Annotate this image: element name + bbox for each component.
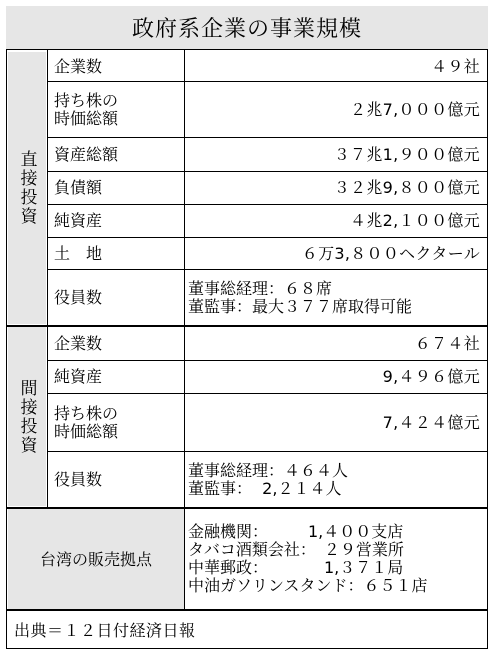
indirect-investment-group (8, 327, 46, 506)
row-label: 負債額 (54, 178, 103, 197)
row-value (188, 270, 480, 325)
row-value-line: 董事総経理：６８席 (188, 278, 333, 298)
row-label: 企業数 (54, 333, 103, 353)
row-value: ６７４社 (414, 333, 480, 353)
row-label: 純資産 (54, 367, 103, 386)
row-label: 企業数 (54, 56, 103, 76)
taiwan-sales-label-cell (8, 508, 184, 609)
source-note: 出典＝１２日付経済日報 (14, 620, 196, 640)
taiwan-sales-line: 中油ガソリンスタンド：６５１店 (188, 576, 428, 595)
indirect-investment-label: 間接投資 (16, 378, 37, 455)
row-value: ４９社 (431, 56, 480, 76)
row-label-line: 時価総額 (54, 421, 119, 441)
row-label (52, 394, 184, 451)
direct-investment-group (8, 52, 46, 324)
divider (184, 50, 185, 609)
row-value (188, 452, 480, 507)
row-value-line: 董監事：最大３７７席取得可能 (188, 296, 413, 316)
divider (6, 609, 488, 611)
taiwan-sales-label: 台湾の販売拠点 (39, 550, 152, 569)
row-label-line: 時価総額 (54, 108, 119, 128)
row-label (52, 82, 184, 137)
row-label-line: 持ち株の (54, 90, 119, 110)
row-value: ３２兆9,８００億元 (333, 178, 480, 197)
row-value: ３７兆1,９００億元 (333, 144, 480, 164)
taiwan-sales-list (188, 509, 480, 609)
row-label: 役員数 (54, 469, 103, 489)
row-label: 役員数 (54, 287, 103, 307)
taiwan-sales-line: 中華郵政： 1,３７１局 (188, 558, 404, 577)
row-label-line: 持ち株の (54, 403, 119, 423)
divider (47, 50, 48, 325)
row-value-line: 董監事： 2,２１４人 (188, 478, 342, 498)
row-value: ６万3,８００ヘクタール (301, 243, 480, 263)
row-value: ２兆7,０００億元 (350, 99, 480, 119)
row-value: 9,４９６億元 (382, 367, 480, 386)
row-value: 7,４２４億元 (382, 412, 480, 432)
direct-investment-label: 直接投資 (16, 150, 37, 226)
taiwan-sales-line: 金融機関： 1,４００支店 (188, 522, 404, 541)
table-title: 政府系企業の事業規模 (6, 6, 488, 50)
row-value-line: 董事総経理：４６４人 (188, 460, 349, 480)
row-value: ４兆2,１００億元 (350, 211, 480, 230)
divider (47, 326, 48, 507)
taiwan-sales-line: タバコ酒類会社： ２９営業所 (188, 540, 404, 559)
row-label: 純資産 (54, 211, 103, 230)
row-label: 資産総額 (54, 144, 119, 164)
row-label: 土 地 (54, 243, 103, 263)
